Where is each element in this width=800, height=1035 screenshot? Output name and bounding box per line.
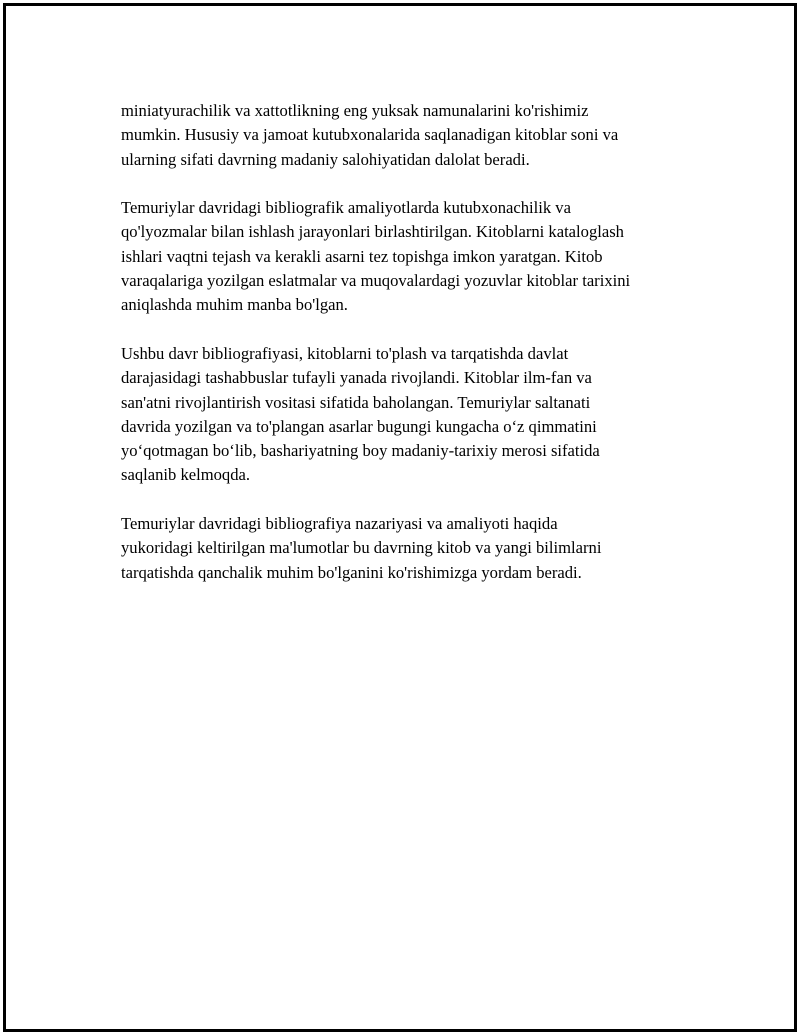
- text-line: aniqlashda muhim manba bo'lgan.: [121, 295, 348, 315]
- text-line: davrida yozilgan va to'plangan asarlar bugungi kungacha o‘z qimmatini: [121, 416, 597, 436]
- text-line: san'atni rivojlantirish vositasi sifatida baholangan. Temuriylar saltanati: [121, 392, 591, 412]
- text-line: qo'lyozmalar bilan ishlash jarayonlari birlashtirilgan. Kitoblarni kataloglash: [121, 222, 624, 242]
- text-line: darajasidagi tashabbuslar tufayli yanada rivojlandi. Kitoblar ilm-fan va: [121, 368, 592, 388]
- text-line: yo‘qotmagan bo‘lib, bashariyatning boy madaniy-tarixiy merosi sifatida: [121, 441, 600, 461]
- text-line: mumkin. Hususiy va jamoat kutubxonalarida saqlanadigan kitoblar soni va: [121, 125, 619, 145]
- paragraph-3: [121, 342, 701, 488]
- text-line: ularning sifati davrning madaniy salohiyatidan dalolat beradi.: [121, 149, 530, 169]
- text-line: ishlari vaqtni tejash va kerakli asarni tez topishga imkon yaratgan. Kitob: [121, 246, 603, 266]
- text-line: Ushbu davr bibliografiyasi, kitoblarni to'plash va tarqatishda davlat: [121, 343, 569, 363]
- text-line: miniatyurachilik va xattotlikning eng yuksak namunalarini ko'rishimiz: [121, 101, 589, 120]
- paragraph-1: [121, 99, 701, 172]
- text-line: saqlanib kelmoqda.: [121, 465, 251, 485]
- text-line: varaqalariga yozilgan eslatmalar va muqovalardagi yozuvlar kitoblar tarixini: [121, 271, 631, 291]
- document-body: [121, 99, 701, 609]
- paragraph-2: [121, 196, 701, 317]
- paragraph-4: [121, 512, 701, 585]
- page-frame: [3, 3, 797, 1032]
- text-line: Temuriylar davridagi bibliografiya nazariyasi va amaliyoti haqida: [121, 514, 558, 534]
- text-line: yukoridagi keltirilgan ma'lumotlar bu davrning kitob va yangi bilimlarni: [121, 538, 602, 558]
- text-line: tarqatishda qanchalik muhim bo'lganini ko'rishimizga yordam beradi.: [121, 562, 582, 582]
- text-line: Temuriylar davridagi bibliografik amaliyotlarda kutubxonachilik va: [121, 198, 571, 218]
